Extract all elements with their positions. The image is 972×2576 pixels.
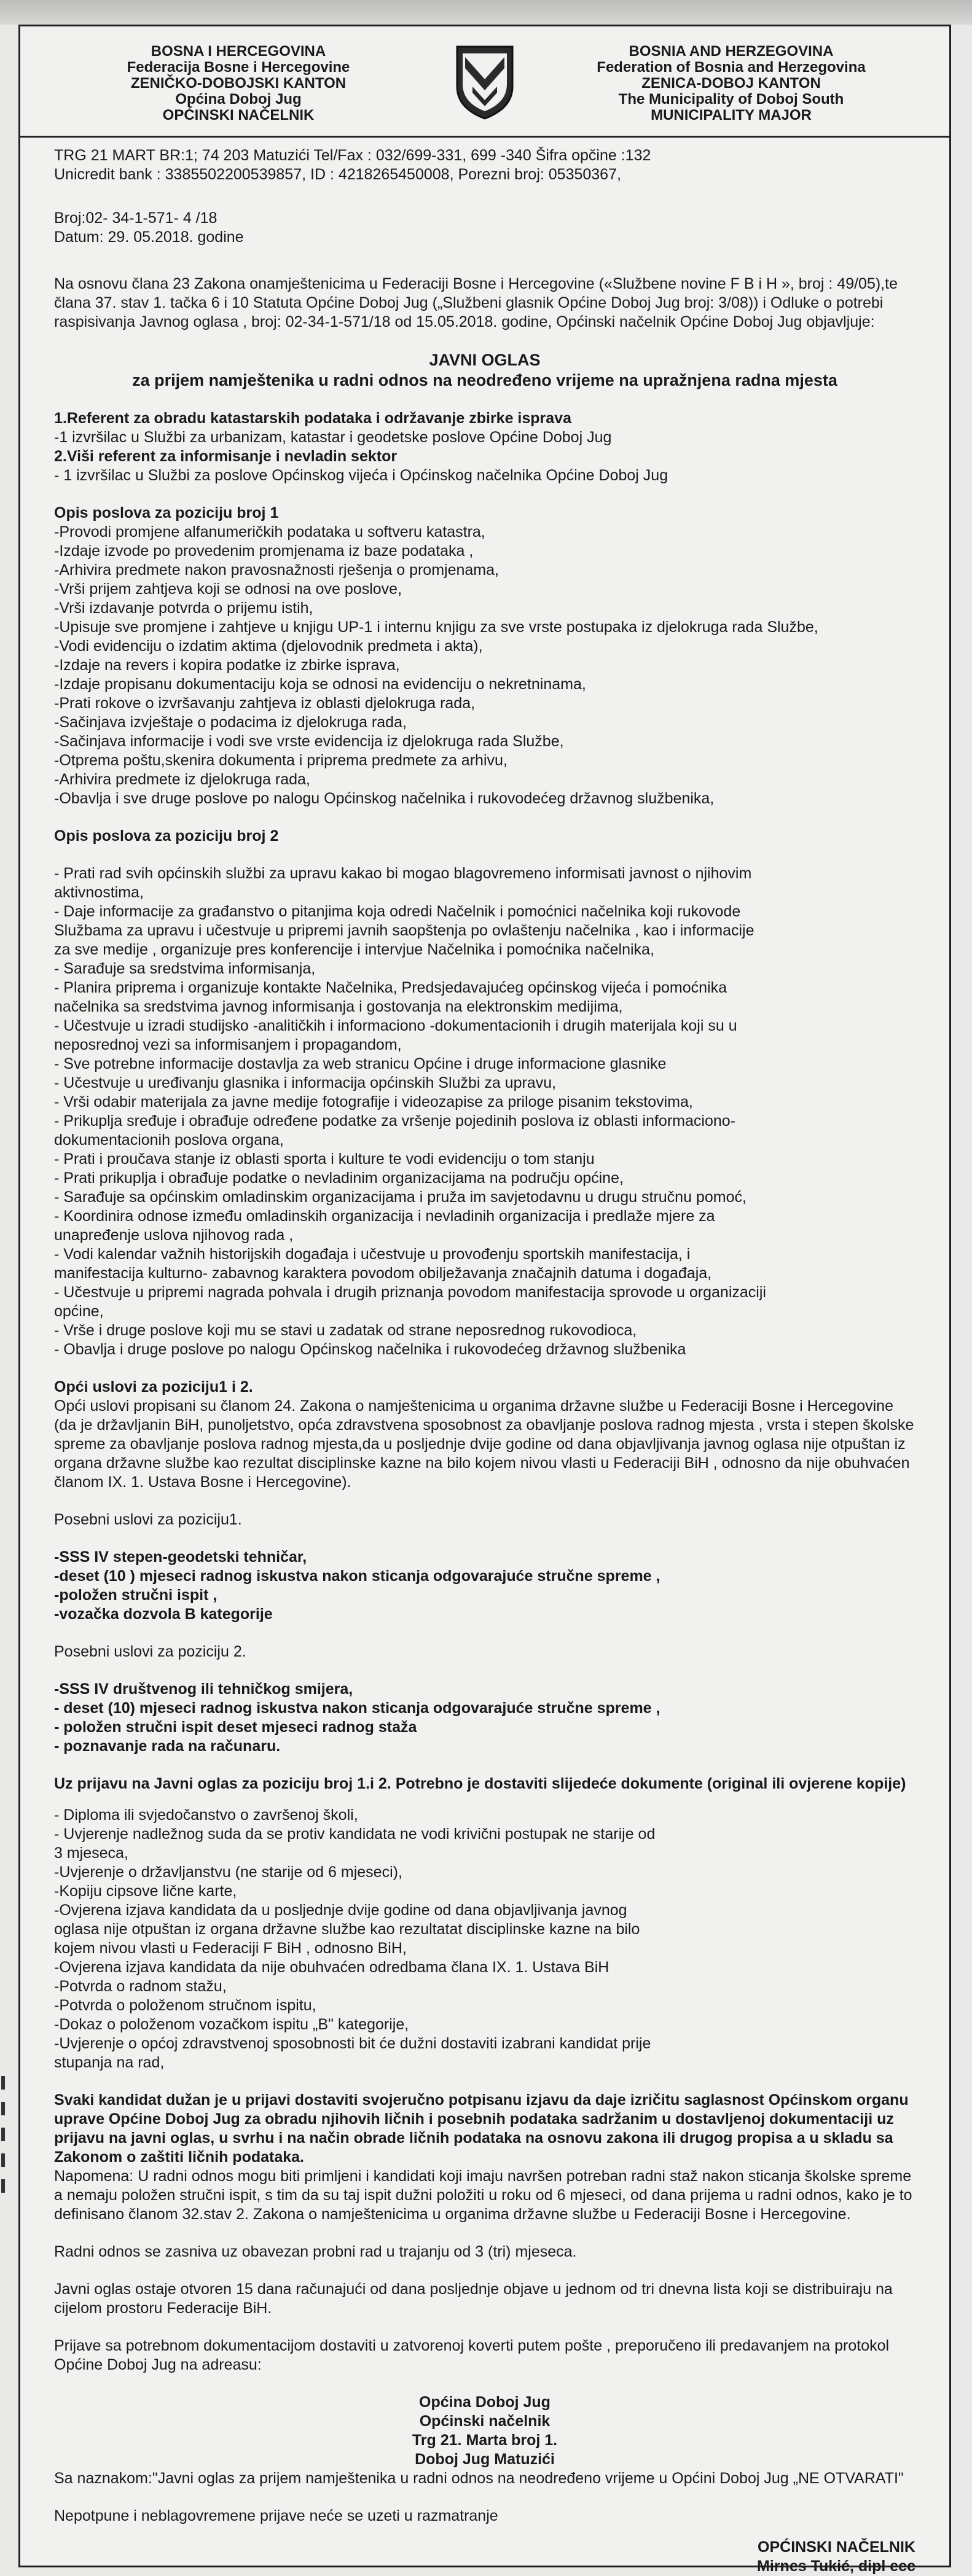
duties-position-1	[54, 504, 915, 808]
positions-list	[54, 409, 915, 485]
required-documents-list	[54, 1806, 915, 2072]
list-item: - Prati prikuplja i obrađuje podatke o nevladinim organizacijama na području općine,	[54, 1169, 624, 1187]
list-item: -Sačinjava informacije i vodi sve vrste evidencija iz djelokruga rada Službe,	[54, 733, 564, 750]
list-item: -Provodi promjene alfanumeričkih podataka u softveru katastra,	[54, 523, 485, 541]
contact-line: TRG 21 MART BR:1; 74 203 Matuzići Tel/Fax : 032/699-331, 699 -340 Šifra opčine :132	[54, 147, 651, 164]
position-heading: 1.Referent za obradu katastarskih podataka i održavanje zbirke isprava	[54, 410, 571, 427]
reference	[54, 209, 915, 247]
notice-title-main: JAVNI OGLAS	[429, 351, 541, 369]
letterhead-left	[54, 44, 423, 123]
list-item: - Prikuplja sređuje i obrađuje određene podatke za vršenje pojedinih poslova iz oblasti informaciono- dokumentacionih poslova organa,	[54, 1112, 735, 1149]
required-documents-heading: Uz prijavu na Javni oglas za poziciju broj 1.i 2. Potrebno je dostaviti slijedeće dokumente (original ili ovjerene kopije)	[54, 1775, 906, 1792]
letterhead-right-line: The Municipality of Doboj South	[618, 91, 844, 107]
top-strip	[0, 0, 972, 25]
letterhead-left-line: OPĆINSKI NAČELNIK	[162, 107, 315, 123]
contact-line: Unicredit bank : 3385502200539857, ID : 4218265450008, Porezni broj: 05350367,	[54, 166, 621, 183]
list-item: - Planira priprema i organizuje kontakte Načelnika, Predsjedavajućeg općinskog vijeća i pomoćnika načelnika sa sredstvima javnog informisanja i gostovanja na elektronskim medijima,	[54, 979, 727, 1015]
list-item: -Vrši izdavanje potvrda o prijemu istih,	[54, 599, 313, 617]
duties-heading: Opis poslova za poziciju broj 1	[54, 504, 279, 521]
reference-number: Broj:02- 34-1-571- 4 /18	[54, 209, 218, 227]
list-item: - Učestvuje u uređivanju glasnika i informacija općinskih Službi za upravu,	[54, 1074, 557, 1091]
list-item: - poznavanje rada na računaru.	[54, 1738, 281, 1755]
list-item: -Otprema poštu,skenira dokumenta i priprema predmete za arhivu,	[54, 752, 508, 769]
list-item: - Vodi kalendar važnih historijskih događaja i učestvuje u provođenju sportskih manifestacija, i manifestacija kulturno- zabavnog karaktera povodom obilježavanja značajnih datuma i događaja,	[54, 1246, 712, 1282]
envelope-mark: Sa naznakom:"Javni oglas za prijem namještenika u radni odnos na neodređeno vrijeme u Općini Doboj Jug „NE OTVARATI"	[54, 2470, 904, 2487]
list-item: - Koordinira odnose između omladinskih organizacija i nevladinih organizacija i predlaže mjere za unapređenje uslova njihovog rada ,	[54, 1208, 715, 1244]
header-divider	[20, 136, 949, 138]
duties-position-2	[54, 827, 915, 1359]
list-item: - Daje informacije za građanstvo o pitanjima koja odredi Načelnik i pomoćnici načelnika koji rukovode Službama za upravu i učestvuje u pripremi javnih saopštenja po ovlaštenju načelnika , kao i informacije za sve medije , organizuje pres konferencije i intervjue Načelnika i pomoćnika načelnika,	[54, 903, 754, 958]
letterhead-left-line: ZENIČKO-DOBOJSKI KANTON	[130, 75, 347, 92]
list-item: -Izdaje propisanu dokumentaciju koja se odnosi na evidenciju o nekretninama,	[54, 676, 586, 693]
document-sheet	[18, 25, 951, 2575]
position-description: -1 izvršilac u Službi za urbanizam, katastar i geodetske poslove Općine Doboj Jug	[54, 429, 612, 446]
general-conditions-heading: Opći uslovi za poziciju1 i 2.	[54, 1378, 253, 1395]
letterhead-right-line: ZENICA-DOBOJ KANTON	[641, 75, 821, 92]
probation-paragraph: Radni odnos se zasniva uz obavezan probni rad u trajanju od 3 (tri) mjeseca.	[54, 2243, 577, 2260]
address-line: Općina Doboj Jug	[419, 2394, 551, 2411]
list-item: - Uvjerenje nadležnog suda da se protiv kandidata ne vodi krivični postupak ne starije od 3 mjeseca,	[54, 1825, 656, 1862]
list-item: - Vrši odabir materijala za javne medije fotografije i videozapise za priloge pisanim tekstovima,	[54, 1093, 693, 1110]
reference-date: Datum: 29. 05.2018. godine	[54, 228, 244, 246]
list-item: -Izdaje izvode po provedenim promjenama iz baze podataka ,	[54, 542, 474, 560]
address-line: Općinski načelnik	[419, 2413, 551, 2430]
list-item: -SSS IV stepen-geodetski tehničar,	[54, 1548, 307, 1566]
signature-title: OPĆINSKI NAČELNIK	[758, 2539, 915, 2556]
list-item: -Potvrda o radnom stažu,	[54, 1978, 227, 1995]
coat-of-arms-icon	[451, 44, 519, 123]
list-item: - Prati i proučava stanje iz oblasti sporta i kulture te vodi evidenciju o tom stanju	[54, 1150, 595, 1168]
list-item: - Sarađuje sa općinskim omladinskim organizacijama i pruža im savjetodavnu u drugu stručnu pomoć,	[54, 1188, 747, 1206]
letterhead-left-line: BOSNA I HERCEGOVINA	[151, 43, 326, 60]
list-item: -Potvrda o položenom stručnom ispitu,	[54, 1997, 316, 2014]
list-item: - Vrše i druge poslove koji mu se stavi u zadatak od strane neposrednog rukovodioca,	[54, 1322, 637, 1339]
duties-list	[54, 864, 774, 1359]
list-item: -deset (10 ) mjeseci radnog iskustva nakon sticanja odgovarajuće stručne spreme ,	[54, 1567, 660, 1585]
note-paragraph: Napomena: U radni odnos mogu biti primljeni i kandidati koji imaju navršen potreban radni staž nakon sticanja školske spreme a nemaju položen stručni ispit, s tim da su taj ispit dužni položiti u roku od 6 mjeseci, od dana prijema u radni odnos, kako je to definisano članom 32.stav 2. Zakona o namještenicima u organima državne službe u Federaciji Bosne i Hercegovine.	[54, 2168, 912, 2223]
list-item: -Sačinjava izvještaje o podacima iz djelokruga rada,	[54, 714, 407, 731]
list-item: -SSS IV društvenog ili tehničkog smijera,	[54, 1680, 353, 1698]
notice-title	[54, 350, 915, 391]
special-conditions-1	[54, 1510, 915, 1624]
submission-paragraph: Prijave sa potrebnom dokumentacijom dostaviti u zatvorenoj koverti putem pošte , preporučeno ili predavanjem na protokol Općine Doboj Jug na adreasu:	[54, 2337, 890, 2373]
list-item: -Uvjerenje o državljanstvu (ne starije od 6 mjeseci),	[54, 1864, 402, 1881]
list-item: - Sarađuje sa sredstvima informisanja,	[54, 960, 316, 977]
address-block	[54, 2393, 915, 2469]
list-item: -vozačka dozvola B kategorije	[54, 1606, 273, 1623]
list-item: -Vrši prijem zahtjeva koji se odnosi na ove poslove,	[54, 580, 402, 598]
list-item: -Upisuje sve promjene i zahtjeve u knjigu UP-1 i internu knjigu za sve vrste postupaka iz djelokruga rada Službe,	[54, 619, 818, 636]
list-item: -Ovjerena izjava kandidata da nije obuhvaćen odredbama člana IX. 1. Ustava BiH	[54, 1959, 609, 1976]
address-line: Doboj Jug Matuzići	[415, 2451, 555, 2468]
list-item: -Izdaje na revers i kopira podatke iz zbirke isprava,	[54, 657, 400, 674]
list-item: - Učestvuje u izradi studijsko -analitičkih i informaciono -dokumentacionih i drugih materijala koji su u neposrednoj vezi sa informisanjem i propagandom,	[54, 1017, 737, 1053]
special-conditions-2	[54, 1642, 915, 1756]
signature-name: Mirnes Tukić, dipl ecc	[757, 2558, 915, 2575]
contact-info	[54, 146, 915, 184]
list-item: -Uvjerenje o općoj zdravstvenoj sposobnosti bit će dužni dostaviti izabrani kandidat prije stupanja na rad,	[54, 2035, 651, 2071]
list-item: -položen stručni ispit ,	[54, 1587, 218, 1604]
letterhead-right-line: Federation of Bosnia and Herzegovina	[597, 59, 866, 76]
signature-block	[54, 2538, 915, 2576]
letterhead-right	[547, 44, 915, 123]
notice-title-sub: za prijem namještenika u radni odnos na neodređeno vrijeme na upražnjena radna mjesta	[132, 371, 837, 389]
required-documents	[54, 1774, 915, 2072]
list-item: - Prati rad svih općinskih službi za upravu kakao bi mogao blagovremeno informisati javnost o njihovim aktivnostima,	[54, 865, 752, 901]
letterhead-left-line: Općina Doboj Jug	[175, 91, 302, 107]
letterhead-left-line: Federacija Bosne i Hercegovine	[127, 59, 350, 76]
open-period-paragraph: Javni oglas ostaje otvoren 15 dana računajući od dana posljednje objave u jednom od tri dnevna lista koji se distribuiraju na cijelom prostoru Federacije BiH.	[54, 2281, 893, 2317]
list-item: -Arhivira predmete iz djelokruga rada,	[54, 771, 310, 788]
list-item: -Vodi evidenciju o izdatim aktima (djelovodnik predmeta i akta),	[54, 638, 483, 655]
general-conditions-text: Opći uslovi propisani su članom 24. Zakona o namještenicima u organima državne službe u Federaciji Bosne i Hercegovine (da je državljanin BiH, punoljetstvo, opća zdravstvena sposobnost za obavljanje poslova radnog mjesta , vrsta i stepen školske spreme za obavljanje poslova radnog mjesta,da u posljednje dvije godine od dana objavljivanja javnog oglasa nije otpuštan iz organa državne službe kao rezultat disciplinske kazne na bilo kojem nivou vlasti u Federaciji BiH , odnosno da nije obuhvaćen članom IX. 1. Ustava Bosne i Hercegovine).	[54, 1397, 914, 1491]
list-item: - Učestvuje u pripremi nagrada pohvala i drugih priznanja povodom manifestacija sprovode u organizaciji općine,	[54, 1284, 766, 1320]
list-item: -Kopiju cipsove lične karte,	[54, 1883, 237, 1900]
list-item: -Obavlja i sve druge poslove po nalogu Općinskog načelnika i rukovodećeg državnog službenika,	[54, 790, 715, 807]
list-item: - Obavlja i druge poslove po nalogu Općinskog načelnika i rukovodećeg državnog službenika	[54, 1341, 686, 1358]
list-item: -Arhivira predmete nakon pravosnažnosti rješenja o promjenama,	[54, 561, 499, 579]
duties-heading: Opis poslova za poziciju broj 2	[54, 827, 279, 845]
list-item: - Sve potrebne informacije dostavlja za web stranicu Općine i druge informacione glasnike	[54, 1055, 667, 1072]
intro-paragraph: Na osnovu člana 23 Zakona onamještenicima u Federaciji Bosne i Hercegovine («Službene novine F B i H », broj : 49/05),te člana 37. stav 1. tačka 6 i 10 Statuta Općine Doboj Jug („Službeni glasnik Općine Doboj Jug broj: 3/08)) i Odluke o potrebi raspisivanja Javnog oglasa , broj: 02-34-1-571/18 od 15.05.2018. godine, Općinski načelnik Općine Doboj Jug objavljuje:	[54, 275, 898, 330]
list-item: -Prati rokove o izvršavanju zahtjeva iz oblasti djelokruga rada,	[54, 695, 476, 712]
consent-and-note	[54, 2091, 915, 2224]
list-item: - deset (10) mjeseci radnog iskustva nakon sticanja odgovarajuće stručne spreme ,	[54, 1700, 660, 1717]
general-conditions	[54, 1378, 915, 1492]
address-line: Trg 21. Marta broj 1.	[412, 2432, 558, 2449]
letterhead-right-line: BOSNIA AND HERZEGOVINA	[629, 43, 834, 60]
position-description: - 1 izvršilac u Službi za poslove Općinskog vijeća i Općinskog načelnika Općine Doboj Jug	[54, 467, 668, 484]
special-conditions-list	[54, 1548, 915, 1624]
edge-marks	[1, 2076, 10, 2205]
list-item: - Diploma ili svjedočanstvo o završenoj školi,	[54, 1806, 358, 1824]
special-conditions-list	[54, 1680, 915, 1756]
position-heading: 2.Viši referent za informisanje i nevladin sektor	[54, 448, 398, 465]
letterhead-right-line: MUNICIPALITY MAJOR	[651, 107, 812, 123]
special-conditions-heading: Posebni uslovi za poziciju1.	[54, 1511, 242, 1528]
special-conditions-heading: Posebni uslovi za poziciju 2.	[54, 1643, 246, 1660]
consent-statement: Svaki kandidat dužan je u prijavi dostaviti svojeručno potpisanu izjavu da daje izričitu saglasnost Općinskom organu uprave Općine Doboj Jug za obradu njihovih ličnih i posebnih podataka sadržanim u dostavljenoj dokumentaciji uz prijavu na javni oglas, u svrhu i na način obrade ličnih podataka na osnovu zakona ili drugog propisa a u skladu sa Zakonom o zaštiti ličnih podataka.	[54, 2091, 909, 2166]
duties-list	[54, 523, 915, 808]
list-item: -Dokaz o položenom vozačkom ispitu „B" kategorije,	[54, 2016, 409, 2033]
list-item: - položen stručni ispit deset mjeseci radnog staža	[54, 1719, 417, 1736]
incomplete-notice: Nepotpune i neblagovremene prijave neće se uzeti u razmatranje	[54, 2507, 498, 2524]
list-item: -Ovjerena izjava kandidata da u posljednje dvije godine od dana objavljivanja javnog oglasa nije otpuštan iz organa državne službe kao rezultatat disciplinske kazne na bilo kojem nivou vlasti u Federaciji F BiH , odnosno BiH,	[54, 1902, 640, 1957]
letterhead	[54, 44, 915, 136]
